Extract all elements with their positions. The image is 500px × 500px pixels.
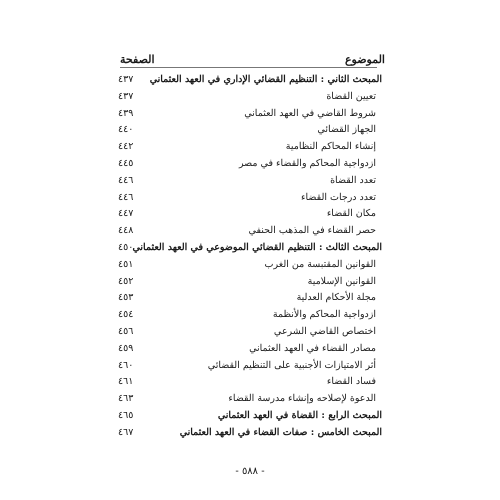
toc-entry	[118, 240, 382, 257]
toc-entry	[118, 274, 382, 291]
toc-entry-title: شروط القاضي في العهد العثماني	[244, 107, 376, 119]
toc-entry-page: ٤٦٣	[118, 393, 134, 405]
toc-entry-title: الدعوة لإصلاحه وإنشاء مدرسة القضاء	[228, 393, 376, 405]
toc-entry-page: ٤٦٧	[118, 426, 134, 438]
toc-entry-title: تعدد القضاة	[330, 174, 376, 186]
toc-entry-page: ٤٤٨	[118, 225, 134, 237]
toc-entry-title: فساد القضاء	[326, 376, 376, 388]
toc-entry-page: ٤٦٠	[118, 359, 134, 371]
toc-entry	[118, 374, 382, 391]
toc-entry	[118, 156, 382, 173]
toc-entry-page: ٤٥١	[118, 258, 134, 270]
toc-entry-title: المبحث الخامس : صفات القضاء في العهد العثماني	[179, 426, 382, 438]
toc-entry-title: المبحث الرابع : القضاة في العهد العثماني	[217, 409, 382, 421]
toc-entry-page: ٤٥٦	[118, 325, 134, 337]
toc-entry-title: حصر القضاء في المذهب الحنفي	[248, 225, 376, 237]
toc-entry-page: ٤٤٦	[118, 174, 134, 186]
toc-entry-title: الجهاز القضائي	[317, 124, 376, 136]
toc-entry	[118, 324, 382, 341]
toc-entry	[118, 122, 382, 139]
toc-entry-title: المبحث الثاني : التنظيم القضائي الإداري في العهد العثماني	[149, 74, 382, 85]
toc-entry	[118, 223, 382, 240]
toc-entry	[118, 391, 382, 408]
toc-entry	[118, 290, 382, 307]
toc-entry-page: ٤٦١	[118, 376, 134, 388]
toc-entry-title: مصادر القضاء في العهد العثماني	[249, 342, 376, 354]
header-divider	[120, 67, 377, 68]
toc-entry-page: ٤٣٧	[118, 74, 134, 85]
toc-entry-title: القوانين الإسلامية	[307, 275, 376, 287]
toc-entry-page: ٤٣٧	[118, 90, 134, 102]
toc-entry-page: ٤٦٥	[118, 409, 134, 421]
toc-entry-title: مكان القضاء	[326, 208, 376, 220]
toc-entry	[118, 307, 382, 324]
toc-entry	[118, 206, 382, 223]
toc-entry-page: ٤٣٩	[118, 107, 134, 119]
toc-entry-title: المبحث الثالث : التنظيم القضائي الموضوعي في العهد العثماني	[132, 241, 382, 253]
page-number: - ٥٨٨ -	[235, 466, 265, 477]
toc-entry-title: ازدواجية المحاكم والأنظمة	[272, 309, 376, 321]
toc-entry-page: ٤٥٢	[118, 275, 134, 287]
toc-entry	[118, 106, 382, 123]
toc-entry-page: ٤٥٤	[118, 309, 134, 321]
toc-entry	[118, 408, 382, 425]
toc-entry	[118, 425, 382, 442]
toc-entry	[118, 173, 382, 190]
toc-entry	[118, 190, 382, 207]
toc-entry-title: ازدواجية المحاكم والقضاء في مصر	[238, 157, 376, 169]
toc-entry-title: مجلة الأحكام العدلية	[296, 292, 376, 304]
toc-entry-page: ٤٤٦	[118, 191, 134, 203]
toc-entry-title: اختصاص القاضي الشرعي	[273, 325, 376, 337]
toc-entry	[118, 341, 382, 358]
toc-entry	[118, 139, 382, 156]
toc-entry-page: ٤٤٥	[118, 157, 134, 169]
toc-entry-title: أثر الامتيازات الأجنبية على التنظيم القضائي	[207, 359, 376, 371]
toc-entry	[118, 89, 382, 106]
toc-entry	[118, 358, 382, 375]
toc-entry-title: تعدد درجات القضاء	[301, 191, 376, 203]
toc-entry	[118, 257, 382, 274]
toc-entry	[118, 72, 382, 89]
page-column-header: الصفحة	[120, 53, 155, 66]
toc-entry-page: ٤٤٠	[118, 124, 134, 136]
toc-entry-page: ٤٥٩	[118, 342, 134, 354]
toc-entry-page: ٤٤٢	[118, 141, 134, 153]
toc-entry-title: القوانين المقتبسة من الغرب	[264, 258, 376, 270]
toc-entry-page: ٤٤٧	[118, 208, 134, 220]
toc-entry-title: إنشاء المحاكم النظامية	[285, 141, 376, 153]
topic-column-header: الموضوع	[344, 53, 385, 66]
toc-entry-page: ٤٥٣	[118, 292, 134, 304]
table-of-contents	[118, 72, 382, 442]
toc-entry-title: تعيين القضاة	[326, 90, 376, 102]
toc-entry-page: ٤٥٠	[118, 241, 134, 253]
